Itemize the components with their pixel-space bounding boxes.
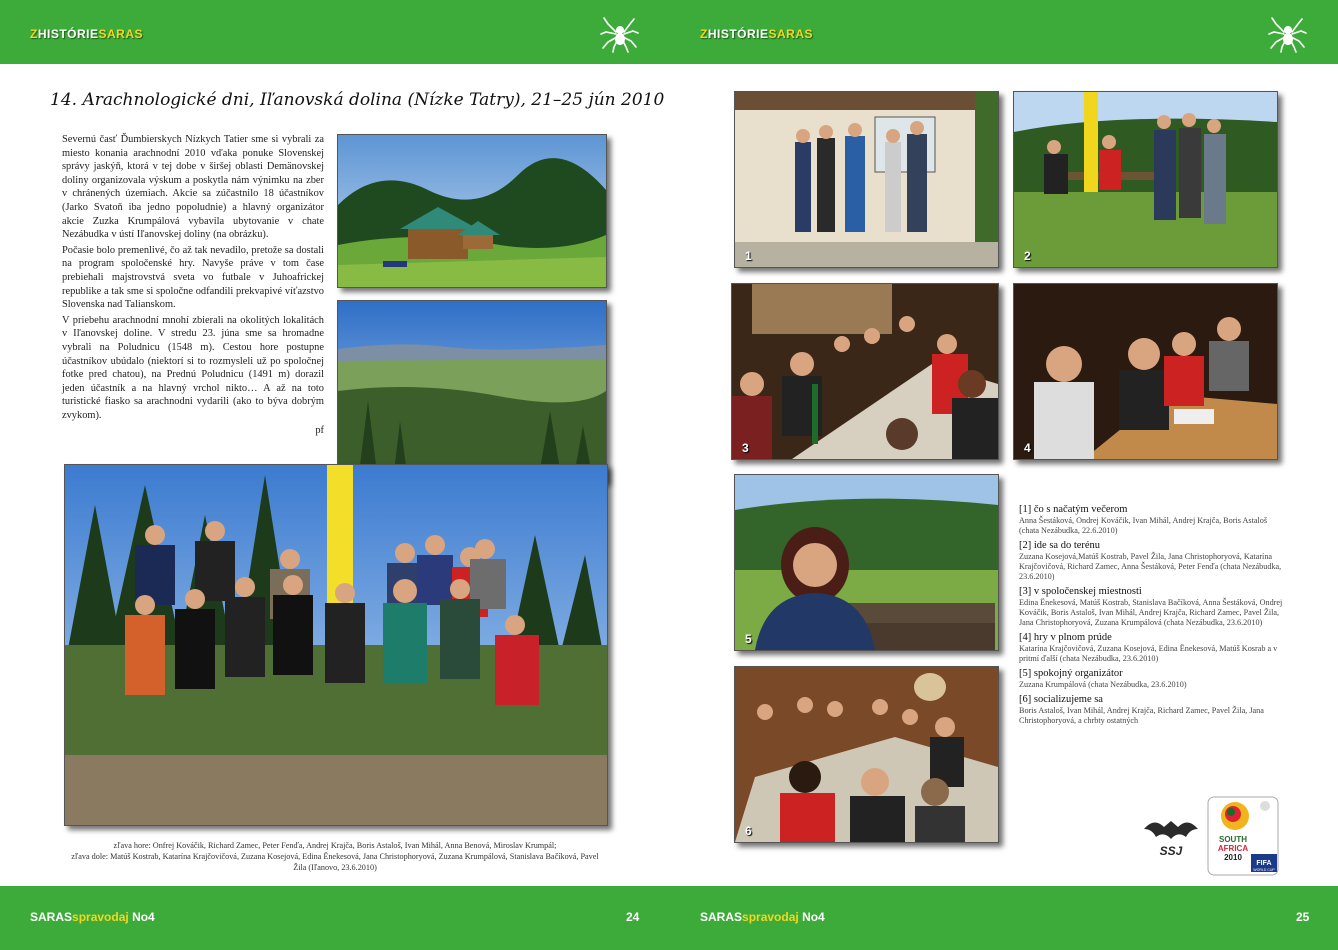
svg-text:SOUTH: SOUTH [1219, 835, 1247, 844]
caption-item: [6] socializujeme sa Boris Astaloš, Ivan Mihál, Andrej Krajča, Richard Zamec, Pavel Žila, Jana Christophoryová, a chrbty ostatných [1019, 694, 1264, 725]
spider-icon [1268, 14, 1308, 54]
footer-band [0, 886, 1338, 950]
article-title: 14. Arachnologické dni, Iľanovská dolina (Nízke Tatry), 21–25 jún 2010 [50, 90, 665, 110]
header-left: ZHISTÓRIESARAS [30, 27, 144, 41]
page-number: 25 [1296, 910, 1310, 924]
photo-number: 1 [745, 249, 752, 263]
svg-text:SSJ: SSJ [1159, 844, 1183, 858]
caption-item: [2] ide sa do terénu Zuzana Kosejová,Matúš Kostrab, Pavel Žila, Jana Christophoryová, Katarína Krajčovičová, Richard Zamec, Anna Šestáková, Peter Fenďa (chata Nezábudka, 23.6.2010) [1019, 540, 1282, 581]
svg-text:2010: 2010 [1224, 853, 1242, 862]
caption-item: [1] čo s načatým večerom Anna Šestáková, Ondrej Kováčik, Ivan Mihál, Andrej Krajča, Boris Astaloš (chata Nezábudka, 22.6.2010) [1019, 504, 1268, 535]
group-caption [64, 840, 606, 873]
spider-icon [600, 14, 640, 54]
caption-item: [5] spokojný organizátor Zuzana Krumpálová (chata Nezábudka, 23.6.2010) [1019, 668, 1187, 689]
photo-number: 5 [745, 632, 752, 646]
page-number: 24 [626, 910, 640, 924]
photo-liptov [337, 300, 607, 482]
footer-right: SARASspravodaj No4 [700, 910, 825, 924]
photo-1 [734, 91, 999, 268]
photo-group [64, 464, 608, 826]
footer-left: SARASspravodaj No4 [30, 910, 155, 924]
svg-text:WORLD CUP: WORLD CUP [1253, 868, 1275, 872]
fifa-world-cup-logo [1207, 796, 1279, 876]
svg-text:FIFA: FIFA [1256, 860, 1272, 867]
article-paragraph: Počasie bolo premenlivé, čo až tak nevadilo, pretože sa dostali na program spoločenské hry. Navyše práve v tom čase prebiehali majstrovstvá sveta vo futbale v Juhoafrickej republike a tak sme si spoločne odfandili prekvapivé víťazstvo Slovenska nad Talianskom. [62, 244, 324, 311]
caption-item: [3] v spoločenskej miestnosti Edina Ёnekesová, Matúš Kostrab, Stanislava Bačíková, Anna Šestáková, Ondrej Kováčik, Boris Astaloš, Ivan Mihál, Andrej Krajča, Richard Zamec, Pavel Žila, Jana Christophoryová, Zuzana Krumpálová (chata Nezábudka, 23.6.2010) [1019, 586, 1283, 627]
article-paragraph: Severnú časť Ďumbierskych Nízkych Tatier sme si vybrali za miesto konania arachnodní 2010 vďaka ponuke Slovenskej správy jaskýň, ktorá v tej dobe v širšej oblasti Demänovskej doliny organizovala výskum a poskytla nám výnimku na zber v chránených územiach. Akcie sa zúčastnilo 18 účastníkov (Jarko Svatoň iba jedno popoludnie) a hlavný organizátor akcie Zuzka Krumpálová vybavila ubytovanie v chate Nezábudka v ústí Iľanovskej doliny (na obrázku). [62, 134, 324, 241]
photo-captions [1019, 503, 1287, 729]
photo-2 [1013, 91, 1278, 268]
header-band [0, 0, 1338, 64]
article-body [62, 133, 324, 438]
photo-cottage [337, 134, 607, 288]
group-caption-top: zľava hore: Onfrej Kováčik, Richard Zamec, Peter Fenďa, Andrej Krajča, Boris Astaloš, Ivan Mihál, Anna Benová, Miroslav Krumpál; [113, 841, 557, 850]
photo-number: 2 [1024, 249, 1031, 263]
article-paragraph: V priebehu arachnodní mnohí zbierali na okolitých lokalitách v Iľanovskej doline. V stredu 23. júna sme sa hromadne vybrali na Poludnicu (1548 m). Cestou hore postupne účastníkov ubúdalo (niektorí si to rozmysleli už po spoločnej fotke pred chatou), na Prednú Poludnicu (1491 m) dorazil jeden účastník a na hlavný vrchol nikto… A až na toto turistické fiasko sa arachnodni vydarili (ako to býva dobrým zvykom). [62, 314, 324, 421]
photo-5 [734, 474, 999, 651]
header-right: ZHISTÓRIESARAS [700, 27, 814, 41]
ssj-logo [1142, 815, 1200, 859]
group-caption-bottom: zľava dole: Matúš Kostrab, Katarína Krajčovičová, Zuzana Kosejová, Edina Ёnekesová, Jana Christophoryová, Zuzana Krumpálová, Stanislava Bačíková, Pavel Žila (Iľanovo, 23.6.2010) [71, 852, 599, 872]
photo-6 [734, 666, 999, 843]
photo-number: 4 [1024, 441, 1031, 455]
photo-number: 3 [742, 441, 749, 455]
svg-text:AFRICA: AFRICA [1217, 844, 1249, 853]
caption-item: [4] hry v plnom prúde Katarína Krajčovičová, Zuzana Kosejová, Edina Ёnekesová, Matúš Kosrab a v pritmí ďalší (chata Nezábudka, 23.6.2010) [1019, 632, 1278, 663]
photo-4 [1013, 283, 1278, 460]
photo-3 [731, 283, 999, 460]
photo-number: 6 [745, 824, 752, 838]
signature: pf [315, 425, 324, 437]
